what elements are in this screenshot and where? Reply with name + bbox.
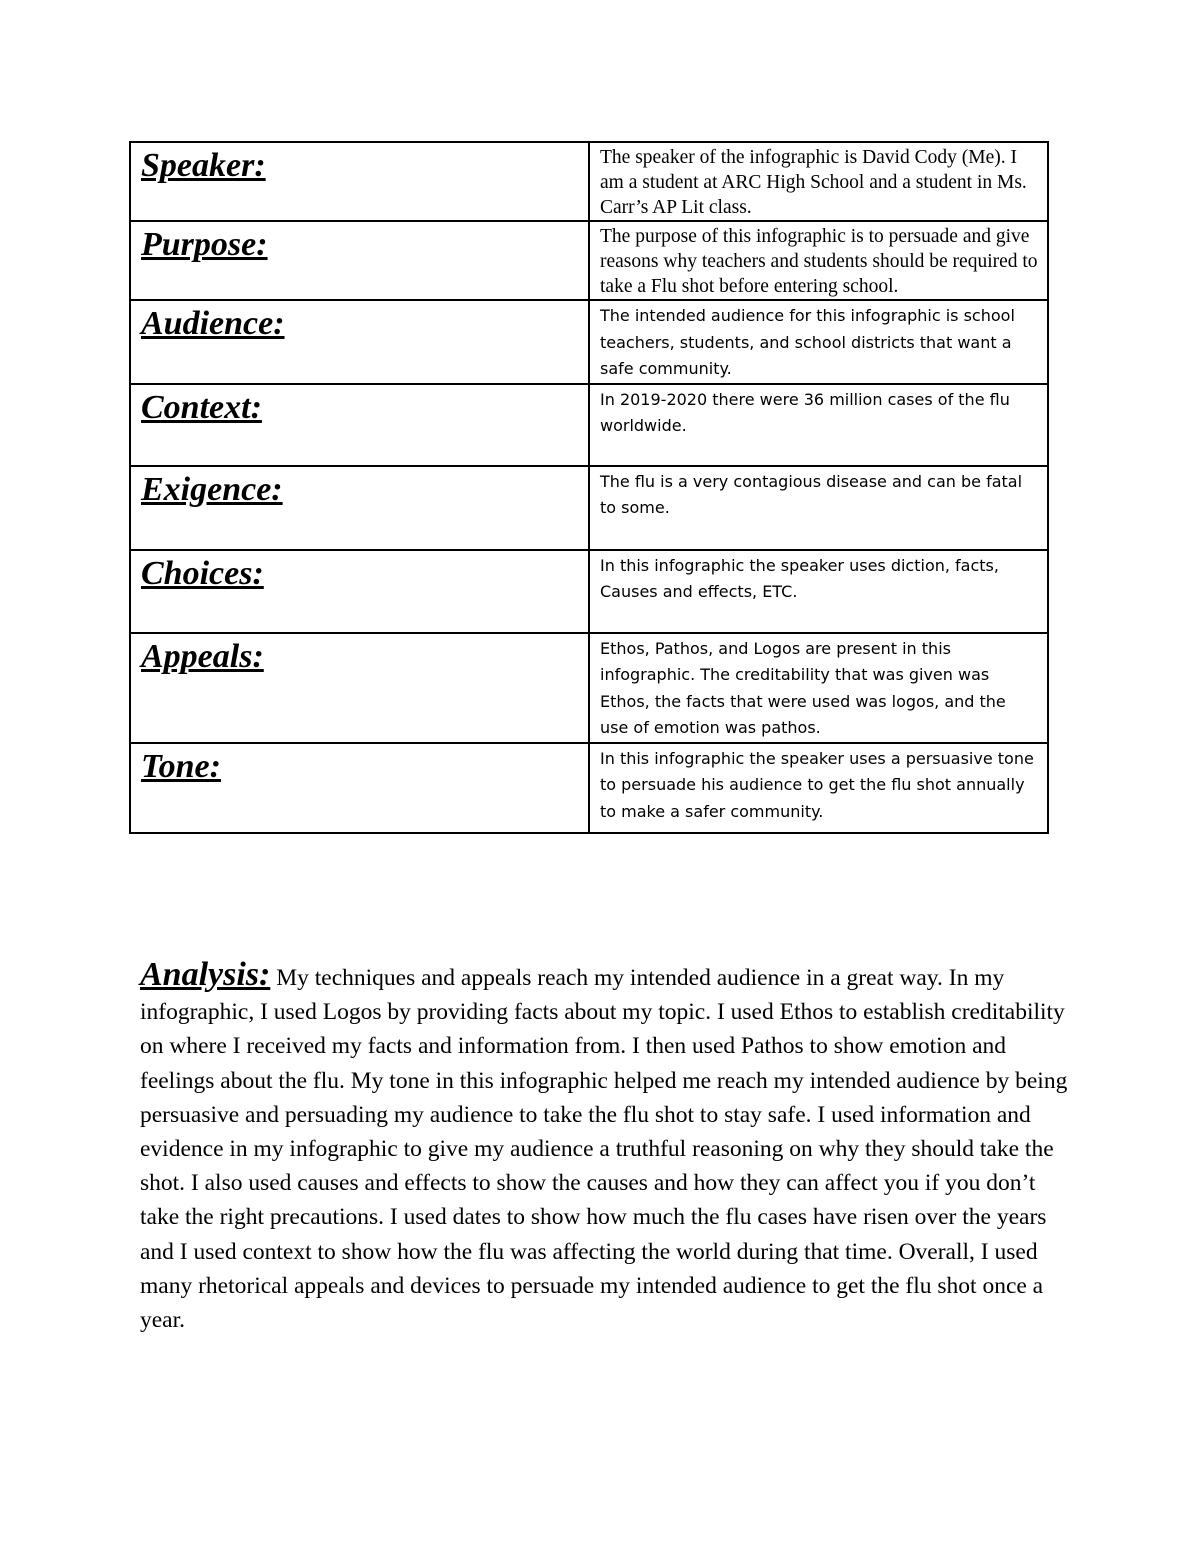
row-value-context: In 2019-2020 there were 36 million cases of the flu worldwide. <box>589 384 1048 466</box>
label-cell <box>130 633 589 743</box>
table-row-speaker <box>130 142 1048 221</box>
label-cell <box>130 384 589 466</box>
table-row-audience <box>130 300 1048 384</box>
table-row-exigence <box>130 466 1048 550</box>
label-cell <box>130 221 589 300</box>
row-label-tone: Tone: <box>141 747 221 785</box>
analysis-body: My techniques and appeals reach my intended audience in a great way. In my infographic, I used Logos by providing facts about my topic. I used Ethos to establish creditability on where I received my facts and information from. I then used Pathos to show emotion and feelings about the flu. My tone in this infographic helped me reach my intended audience by being persuasive and persuading my audience to take the flu shot to stay safe. I used information and evidence in my infographic to give my audience a truthful reasoning on why they should take the shot. I also used causes and effects to show the causes and how they can affect you if you don’t take the right precautions. I used dates to show how much the flu cases have risen over the years and I used context to show how the flu was affecting the world during that time. Overall, I used many rhetorical appeals and devices to persuade my intended audience to get the flu shot once a year. <box>140 965 1068 1334</box>
table-row-purpose <box>130 221 1048 300</box>
label-cell <box>130 743 589 833</box>
label-cell <box>130 466 589 550</box>
label-cell <box>130 300 589 384</box>
table-row-choices <box>130 550 1048 633</box>
label-cell <box>130 142 589 221</box>
row-value-tone: In this infographic the speaker uses a persuasive tone to persuade his audience to get the flu shot annually to make a safer community. <box>589 743 1048 833</box>
analysis-heading: Analysis: <box>140 956 271 993</box>
row-value-speaker: The speaker of the infographic is David Cody (Me). I am a student at ARC High School and a student in Ms. Carr’s AP Lit class. <box>589 142 1048 221</box>
row-label-purpose: Purpose: <box>141 226 268 263</box>
row-label-audience: Audience: <box>141 305 285 342</box>
row-label-appeals: Appeals: <box>141 637 264 675</box>
row-label-speaker: Speaker: <box>141 147 266 184</box>
row-value-purpose: The purpose of this infographic is to persuade and give reasons why teachers and students should be required to take a Flu shot before entering school. <box>589 221 1048 300</box>
table-row-context <box>130 384 1048 466</box>
spact-table <box>129 141 1049 834</box>
row-label-choices: Choices: <box>141 554 264 592</box>
row-label-context: Context: <box>141 388 262 426</box>
row-value-appeals: Ethos, Pathos, and Logos are present in this infographic. The creditability that was given was Ethos, the facts that were used was logos, and the use of emotion was pathos. <box>589 633 1048 743</box>
table-row-tone <box>130 743 1048 833</box>
row-value-exigence: The flu is a very contagious disease and can be fatal to some. <box>589 466 1048 550</box>
row-label-exigence: Exigence: <box>141 470 283 508</box>
row-value-choices: In this infographic the speaker uses diction, facts, Causes and effects, ETC. <box>589 550 1048 633</box>
label-cell <box>130 550 589 633</box>
analysis-paragraph <box>140 958 1070 1337</box>
row-value-audience: The intended audience for this infographic is school teachers, students, and school districts that want a safe community. <box>589 300 1048 384</box>
table-row-appeals <box>130 633 1048 743</box>
